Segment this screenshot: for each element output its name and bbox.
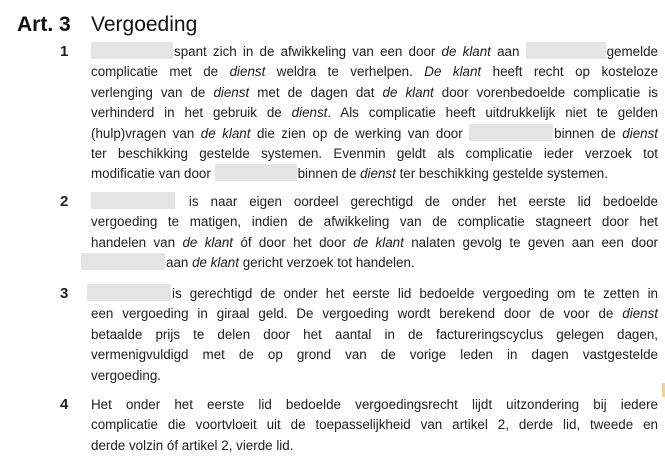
paragraph-text (91, 192, 658, 274)
text-run: door vorenbedoelde complicatie is (433, 84, 658, 100)
text-run: vermenigvuldigd met de op grond van de vorige leden in dagen vastgestelde (91, 347, 658, 363)
emphasized-term: dienst (622, 125, 659, 141)
text-line (91, 164, 658, 184)
paragraph-number: 1 (60, 43, 69, 60)
emphasized-term: dienst (291, 105, 328, 121)
text-run: vergoeding te matigen, indien de afwikkeling van de complicatie stagneert door het (91, 214, 658, 230)
text-run: betaalde prijs te delen door het aantal in de factureringscyclus gelegen dagen, (91, 326, 658, 342)
text-line (91, 83, 658, 103)
emphasized-term: de klant (192, 255, 239, 271)
redaction-box (469, 124, 553, 141)
text-run: óf door het door (233, 234, 354, 250)
text-line (91, 436, 658, 456)
text-run: aan (490, 44, 526, 59)
text-line (91, 253, 658, 273)
article-title: Vergoeding (91, 13, 198, 36)
text-run: complicatie met de (91, 64, 230, 80)
paragraph-number: 2 (60, 193, 69, 210)
emphasized-term: dienst (229, 64, 266, 80)
emphasized-term: de klant (353, 234, 404, 250)
redaction-box (87, 284, 171, 301)
emphasized-term: de klant (441, 44, 491, 59)
text-line (91, 345, 658, 365)
text-run: ter beschikking gestelde systemen. (395, 166, 608, 182)
redaction-box (526, 42, 606, 59)
text-run: vergoeding. (91, 367, 161, 383)
text-run: derde volzin óf artikel 2, vierde lid. (91, 437, 294, 453)
emphasized-term: De klant (424, 64, 482, 80)
emphasized-term: de klant (200, 125, 251, 141)
text-run: een vergoeding in giraal geld. De vergoeding wordt berekend door de voor de (91, 306, 623, 322)
redaction-box (91, 192, 175, 209)
text-run: handelen van (91, 234, 183, 250)
emphasized-term: de klant (182, 234, 234, 250)
text-line (91, 144, 658, 164)
text-run: complicatie die voortvloeit uit de toepasselijkheid van artikel 2, derde lid, tweede en (91, 417, 658, 433)
paragraph-number: 4 (60, 396, 69, 413)
text-run: ter beschikking gestelde systemen. Evenmin geldt als complicatie ieder verzoek tot (91, 145, 658, 161)
text-run: binnen de (554, 125, 623, 141)
emphasized-term: dienst (622, 306, 658, 322)
redaction-box (215, 164, 297, 181)
text-run: spant zich in de afwikkeling van een door (174, 44, 442, 59)
text-run: verhinderd in het gebruik de (91, 105, 292, 121)
text-line (91, 212, 658, 232)
text-line (91, 395, 658, 415)
text-line (91, 415, 658, 435)
emphasized-term: dienst (360, 166, 396, 182)
text-line (91, 366, 658, 386)
text-run: gemelde (606, 44, 658, 59)
paragraph-text (91, 284, 658, 386)
text-line (91, 103, 658, 123)
text-run: (hulp)vragen van (91, 125, 201, 141)
text-run: is gerechtigd de onder het eerste lid bedoelde vergoeding om te zetten in (172, 286, 658, 301)
text-run: aan (166, 255, 193, 271)
text-line (91, 124, 658, 144)
text-line (91, 192, 658, 212)
text-run: is naar eigen oordeel gerechtigd de onder het eerste lid bedoelde (177, 194, 658, 209)
redaction-box (91, 42, 173, 59)
text-line (91, 325, 658, 345)
text-line (91, 62, 658, 82)
article-number: Art. 3 (17, 13, 71, 36)
redaction-box (81, 253, 165, 270)
text-run: . Als complicatie heeft uitdrukkelijk niet te gelden (327, 105, 658, 121)
emphasized-term: dienst (213, 84, 250, 100)
text-line (91, 233, 658, 253)
paragraph-text (91, 42, 658, 185)
text-run: Het onder het eerste lid bedoelde vergoedingsrecht lijdt uitzondering bij iedere (91, 397, 658, 412)
paragraph-number: 3 (60, 285, 69, 302)
text-line (91, 284, 658, 304)
text-line (91, 42, 658, 62)
text-run: gericht verzoek tot handelen. (238, 255, 415, 271)
paragraph-text (91, 395, 658, 456)
text-run: binnen de (297, 166, 361, 182)
text-run: modificatie van door (91, 166, 215, 182)
text-run: die zien op de werking van door (250, 125, 470, 141)
emphasized-term: de klant (382, 84, 434, 100)
text-run: heeft recht op kosteloze (481, 64, 659, 80)
text-run: verlenging van de (91, 84, 214, 100)
text-run: met de dagen dat (249, 84, 383, 100)
text-run: weldra te verhelpen. (265, 64, 425, 80)
text-line (91, 304, 658, 324)
text-run: nalaten gevolg te geven aan een door (403, 234, 658, 250)
